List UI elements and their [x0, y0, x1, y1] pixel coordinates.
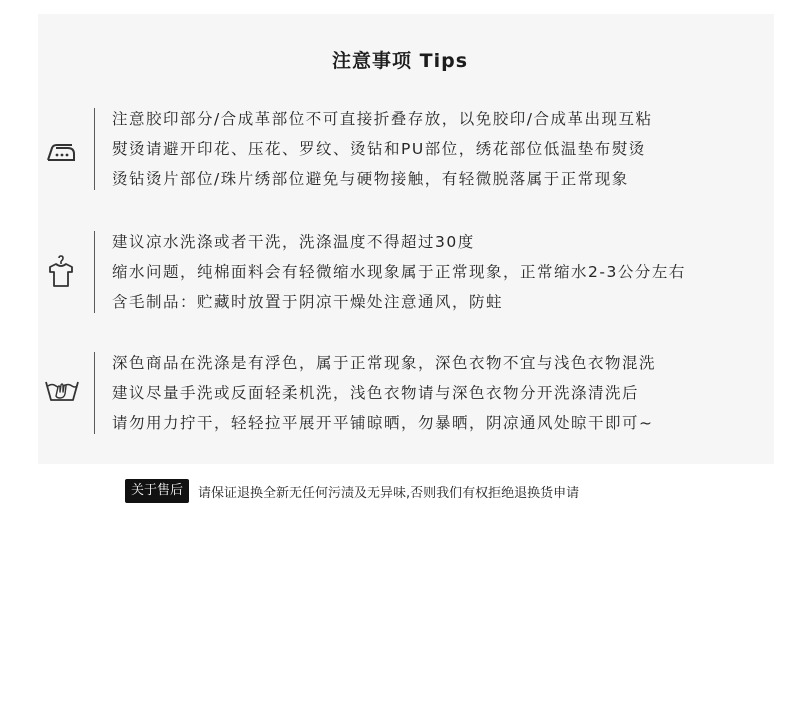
tip-lines [112, 348, 762, 438]
tip-section-handwash [0, 348, 800, 442]
hand-wash-icon [44, 374, 78, 404]
tip-line: 请勿用力拧干，轻轻拉平展开平铺晾晒，勿暴晒，阴凉通风处晾干即可~ [112, 414, 654, 432]
tip-line: 注意胶印部分/合成革部位不可直接折叠存放，以免胶印/合成革出现互粘 [112, 110, 653, 128]
tip-line: 烫钻烫片部位/珠片绣部位避免与硬物接触，有轻微脱落属于正常现象 [112, 170, 629, 188]
tip-section-washing [0, 227, 800, 321]
tip-section-ironing [0, 104, 800, 198]
after-sales-badge: 关于售后 [125, 479, 189, 503]
tip-line: 缩水问题，纯棉面料会有轻微缩水现象属于正常现象，正常缩水2-3公分左右 [112, 263, 686, 281]
tip-line: 熨烫请避开印花、压花、罗纹、烫钻和PU部位，绣花部位低温垫布熨烫 [112, 140, 646, 158]
tip-line: 建议尽量手洗或反面轻柔机洗，浅色衣物请与深色衣物分开洗涤清洗后 [112, 384, 640, 402]
page-title: 注意事项 Tips [332, 50, 468, 72]
tip-lines [112, 227, 762, 317]
after-sales-text: 请保证退换全新无任何污渍及无异味,否则我们有权拒绝退换货申请 [198, 485, 580, 501]
section-divider [94, 108, 95, 190]
section-divider [94, 352, 95, 434]
shirt-hanger-icon [44, 255, 78, 285]
tip-lines [112, 104, 762, 194]
after-sales-note [125, 479, 579, 503]
tip-line: 深色商品在洗涤是有浮色，属于正常现象，深色衣物不宜与浅色衣物混洗 [112, 354, 657, 372]
tip-line: 含毛制品：贮藏时放置于阴凉干燥处注意通风，防蛀 [112, 293, 504, 311]
iron-icon [44, 138, 78, 168]
section-divider [94, 231, 95, 313]
tip-line: 建议凉水洗涤或者干洗，洗涤温度不得超过30度 [112, 233, 475, 251]
